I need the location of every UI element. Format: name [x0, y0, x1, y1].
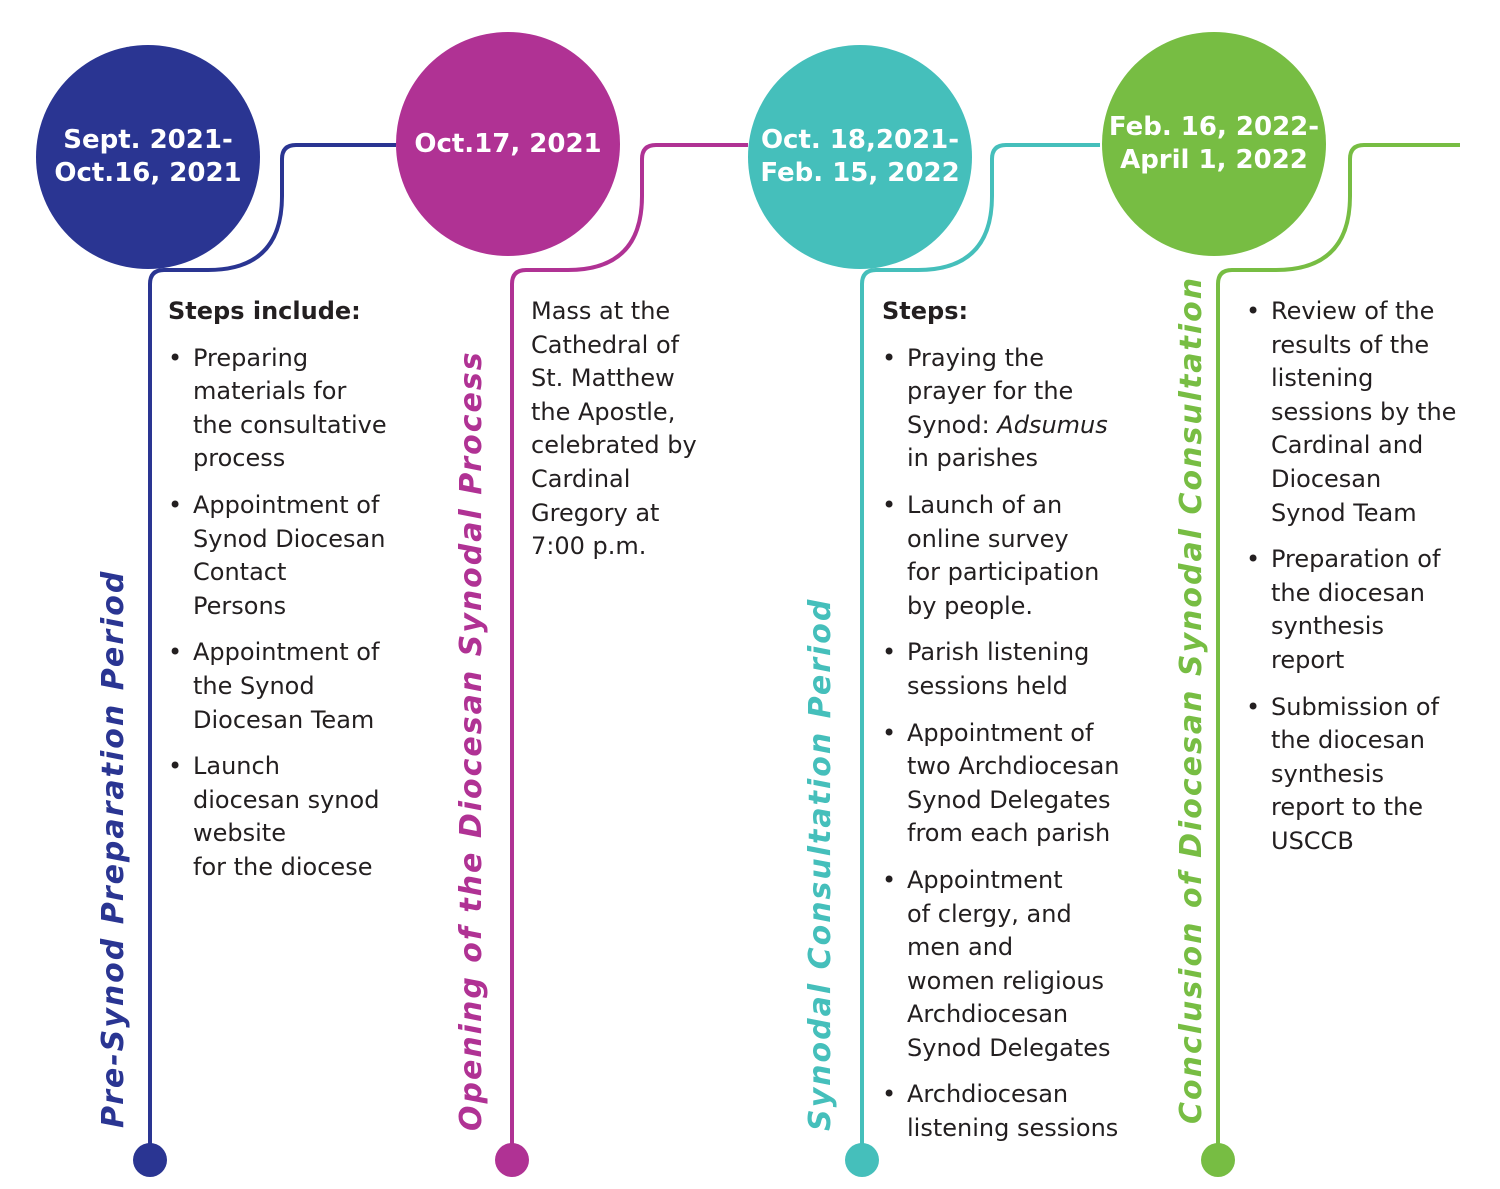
- list-item: • Appointment of Synod Diocesan Contact Persons: [168, 489, 413, 623]
- list-item: • Appointment of clergy, and men and women religious Archdiocesan Synod Delegates: [882, 864, 1144, 1066]
- stage3-date: Oct. 18,2021- Feb. 15, 2022: [760, 125, 960, 188]
- prayer-title: Adsumus: [997, 410, 1108, 439]
- stage2-end-dot: [495, 1143, 529, 1177]
- list-item: • Appointment of two Archdiocesan Synod Delegates from each parish: [882, 717, 1144, 851]
- list-item: • Submission of the diocesan synthesis report to the USCCB: [1246, 691, 1491, 859]
- stage4-date: Feb. 16, 2022- April 1, 2022: [1108, 112, 1320, 175]
- stage1-date-circle: [36, 45, 260, 269]
- stage4-end-dot: [1201, 1143, 1235, 1177]
- stage2-date-circle: [396, 32, 620, 256]
- stage4-content: [1246, 295, 1491, 872]
- stage3-bullet-list: [882, 342, 1144, 1146]
- list-item: • Preparation of the diocesan synthesis report: [1246, 543, 1491, 677]
- list-item: • Launch of an online survey for participation by people.: [882, 489, 1144, 623]
- stage2-content: [531, 295, 736, 564]
- stage3-heading: Steps:: [882, 297, 969, 325]
- stage2-title: Opening of the Diocesan Synodal Process: [454, 350, 489, 1131]
- stage4-date-circle: [1102, 32, 1326, 256]
- list-item: [882, 342, 1144, 476]
- stage3-end-dot: [845, 1143, 879, 1177]
- stage3-date-circle: [748, 45, 972, 269]
- stage1-date: Sept. 2021- Oct.16, 2021: [54, 125, 242, 188]
- stage3-content: [882, 295, 1144, 1159]
- stage2-paragraph: Mass at the Cathedral of St. Matthew the Apostle, celebrated by Cardinal Gregory at 7:00 p.m.: [531, 297, 697, 561]
- stage1-title: Pre-Synod Preparation Period: [96, 569, 131, 1128]
- list-item: • Preparing materials for the consultative process: [168, 342, 413, 476]
- bullet-text: Praying the prayer for the Synod:: [907, 343, 1074, 439]
- stage3-title: Synodal Consultation Period: [803, 597, 838, 1131]
- list-item: • Parish listening sessions held: [882, 636, 1144, 703]
- list-item: • Archdiocesan listening sessions: [882, 1078, 1144, 1145]
- list-item: • Launch diocesan synod website for the diocese: [168, 750, 413, 884]
- stage1-heading: Steps include:: [168, 297, 361, 325]
- stage4-title: Conclusion of Diocesan Synodal Consultation: [1174, 275, 1209, 1124]
- stage4-bullet-list: [1246, 295, 1491, 859]
- stage2-date: Oct.17, 2021: [414, 128, 602, 159]
- list-item: • Appointment of the Synod Diocesan Team: [168, 636, 413, 737]
- list-item: • Review of the results of the listening sessions by the Cardinal and Diocesan Synod Team: [1246, 295, 1491, 530]
- bullet-text: in parishes: [907, 444, 1038, 473]
- stage1-content: [168, 295, 413, 898]
- stage1-bullet-list: [168, 342, 413, 885]
- stage1-end-dot: [133, 1143, 167, 1177]
